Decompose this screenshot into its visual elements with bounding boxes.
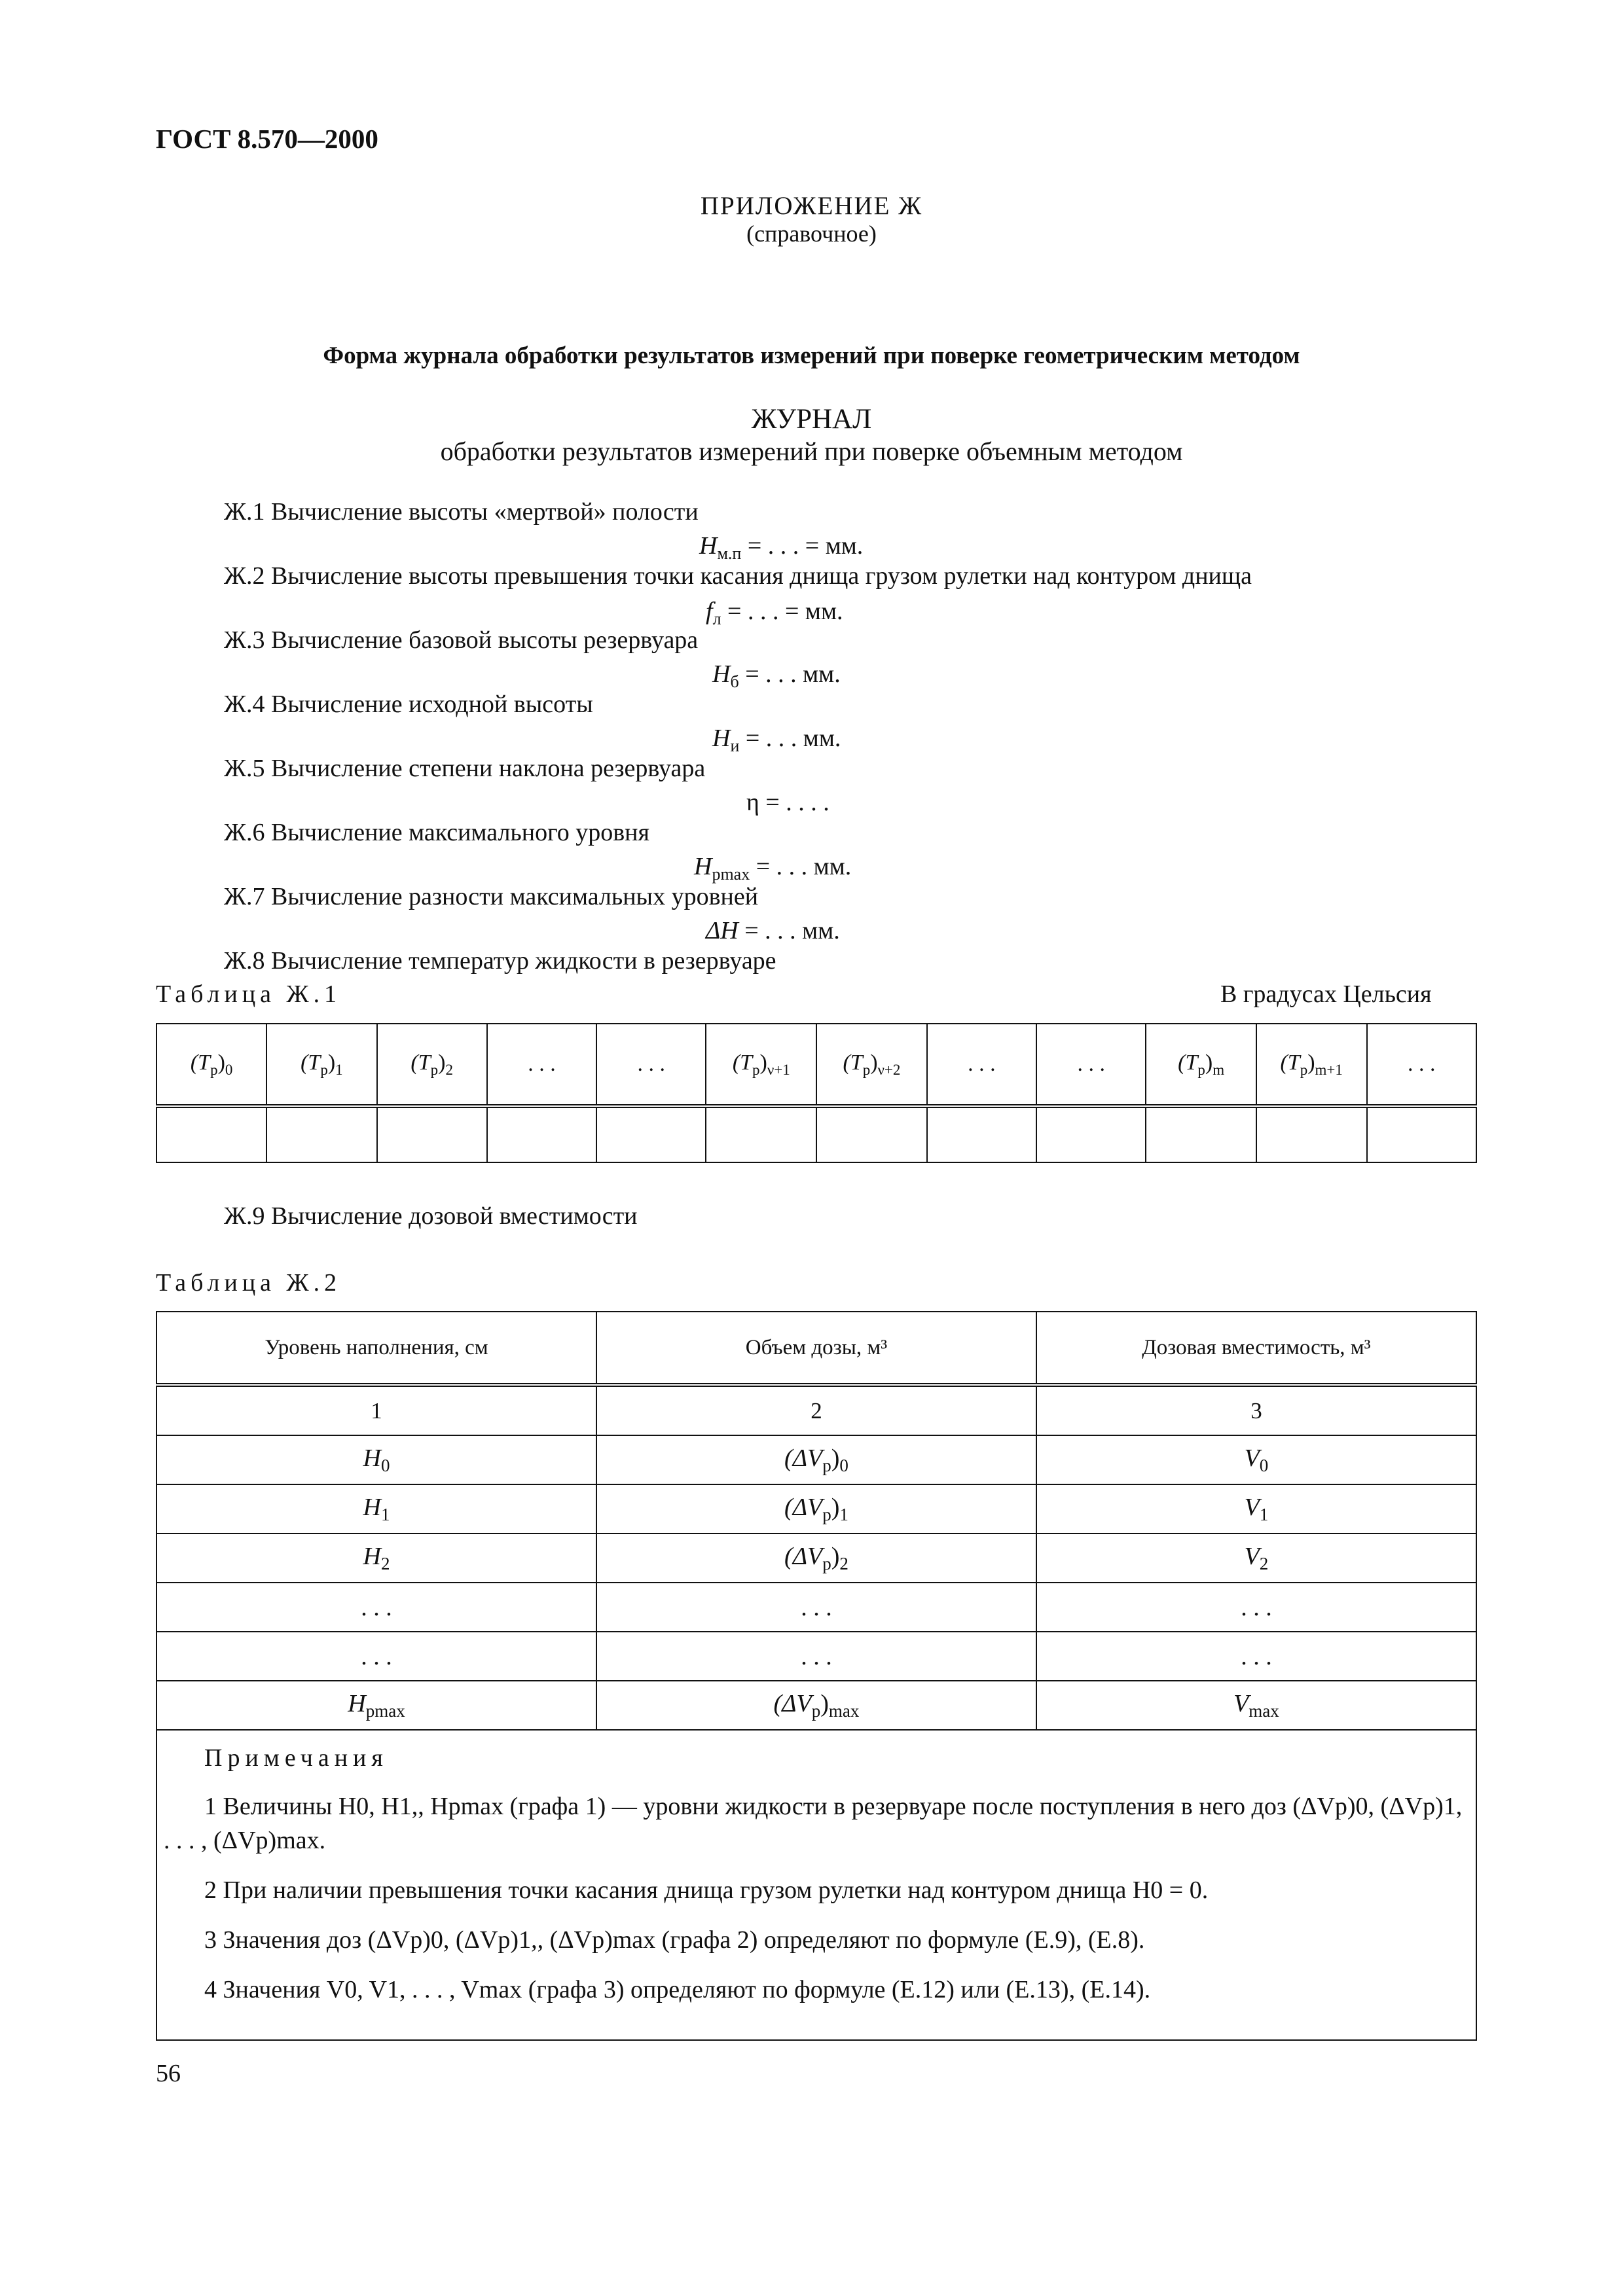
table-cell: . . . — [156, 1632, 596, 1681]
table-cell: $V_2$ — [1036, 1534, 1476, 1583]
temperature-table — [156, 1023, 1477, 1163]
temperature-header-cell: $(T_р)_{\nu+2}$ — [816, 1024, 927, 1106]
table-cell: $H_1$ — [156, 1484, 596, 1534]
table-cell: $(\Delta V_р)_0$ — [596, 1435, 1036, 1484]
table-cell: $(\Delta V_р)_1$ — [596, 1484, 1036, 1534]
step-zh2: Ж.2 Вычисление высоты превышения точки касания днища грузом рулетки над контуром днища — [224, 562, 1252, 590]
temperature-header-cell: $(T_р)_1$ — [266, 1024, 376, 1106]
dose-capacity-table — [156, 1311, 1477, 2041]
temperature-header-cell: . . . — [1036, 1024, 1146, 1106]
table-cell: . . . — [596, 1632, 1036, 1681]
table-row — [156, 1484, 1476, 1534]
table-cell: . . . — [1036, 1632, 1476, 1681]
table-cell: $(\Delta V_р)_{max}$ — [596, 1681, 1036, 1730]
temperature-value-cell — [927, 1106, 1036, 1162]
temperature-value-cell — [706, 1106, 816, 1162]
note-4: 4 Значения V0, V1, . . . , Vmax (графа 3) определяют по формуле (Е.12) или (Е.13), (Е.14). — [204, 1976, 1151, 2003]
step-zh4: Ж.4 Вычисление исходной высоты — [224, 691, 593, 718]
journal-subtitle: обработки результатов измерений при поверке объемным методом — [440, 437, 1183, 466]
formula-tilt: η = . . . . — [746, 789, 830, 816]
table-cell: $H_2$ — [156, 1534, 596, 1583]
temperature-value-cell — [266, 1106, 376, 1162]
formula-initial-height: $H_и$ = . . . мм. — [712, 725, 841, 755]
table-row — [156, 1583, 1476, 1632]
temperature-header-cell: . . . — [596, 1024, 706, 1106]
formula-base-height: $H_б$ = . . . мм. — [712, 660, 841, 691]
note-1: 1 Величины H0, H1,, Hpmax (графа 1) — уровни жидкости в резервуаре после поступления в него доз (ΔVр)0, (ΔVр)1, . . . , (ΔVр)max. — [164, 1793, 1463, 1854]
step-zh7: Ж.7 Вычисление разности максимальных уровней — [224, 883, 759, 910]
formula-dead-cavity: $H_{м.п}$ = . . . = мм. — [699, 532, 864, 563]
notes-title: Примечания — [204, 1744, 388, 1772]
header-dose-volume: Объем дозы, м³ — [596, 1312, 1036, 1385]
table-row — [156, 1681, 1476, 1730]
notes-cell — [156, 1730, 1476, 2040]
table1-units: В градусах Цельсия — [1220, 980, 1432, 1008]
temperature-header-cell: . . . — [487, 1024, 596, 1106]
temperature-header-cell: $(T_р)_0$ — [156, 1024, 266, 1106]
table-row — [156, 1435, 1476, 1484]
column-number: 1 — [156, 1385, 596, 1435]
table2-caption: Таблица Ж.2 — [156, 1269, 342, 1297]
column-number: 3 — [1036, 1385, 1476, 1435]
appendix-title: ПРИЛОЖЕНИЕ Ж — [700, 192, 923, 220]
page-number: 56 — [156, 2060, 181, 2087]
table-cell: $V_{max}$ — [1036, 1681, 1476, 1730]
table1-caption: Таблица Ж.1 — [156, 980, 342, 1008]
journal-title: ЖУРНАЛ — [751, 404, 872, 435]
appendix-subtitle: (справочное) — [746, 221, 877, 247]
table-cell: $H_0$ — [156, 1435, 596, 1484]
temperature-header-cell: . . . — [927, 1024, 1036, 1106]
table-cell: . . . — [156, 1583, 596, 1632]
temperature-value-cell — [1256, 1106, 1367, 1162]
temperature-value-cell — [596, 1106, 706, 1162]
step-zh3: Ж.3 Вычисление базовой высоты резервуара — [224, 626, 699, 654]
temperature-header-cell: $(T_р)_m$ — [1146, 1024, 1256, 1106]
temperature-value-cell — [1146, 1106, 1256, 1162]
step-zh1: Ж.1 Вычисление высоты «мертвой» полости — [224, 498, 699, 526]
temperature-header-cell: $(T_р)_2$ — [377, 1024, 487, 1106]
form-title: Форма журнала обработки результатов измерений при поверке геометрическим методом — [323, 342, 1300, 369]
table-cell: $V_1$ — [1036, 1484, 1476, 1534]
temperature-value-cell — [156, 1106, 266, 1162]
temperature-header-cell: $(T_р)_{m+1}$ — [1256, 1024, 1367, 1106]
temperature-value-cell — [487, 1106, 596, 1162]
column-number: 2 — [596, 1385, 1036, 1435]
step-zh8: Ж.8 Вычисление температур жидкости в резервуаре — [224, 947, 776, 975]
formula-max-level: $H_{pmax}$ = . . . мм. — [694, 853, 852, 884]
temperature-header-cell: $(T_р)_{\nu+1}$ — [706, 1024, 816, 1106]
table-row — [156, 1534, 1476, 1583]
temperature-value-cell — [1367, 1106, 1476, 1162]
step-zh9: Ж.9 Вычисление дозовой вместимости — [224, 1202, 638, 1230]
note-3: 3 Значения доз (ΔVр)0, (ΔVр)1,, (ΔVр)max (графа 2) определяют по формуле (Е.9), (Е.8). — [204, 1926, 1145, 1954]
temperature-value-cell — [1036, 1106, 1146, 1162]
table-cell: . . . — [596, 1583, 1036, 1632]
temperature-value-cell — [816, 1106, 927, 1162]
step-zh5: Ж.5 Вычисление степени наклона резервуара — [224, 755, 706, 782]
header-fill-level: Уровень наполнения, см — [156, 1312, 596, 1385]
note-2: 2 При наличии превышения точки касания днища грузом рулетки над контуром днища H0 = 0. — [204, 1876, 1209, 1904]
temperature-value-cell — [377, 1106, 487, 1162]
temperature-header-cell: . . . — [1367, 1024, 1476, 1106]
table-cell: $(\Delta V_р)_2$ — [596, 1534, 1036, 1583]
standard-header: ГОСТ 8.570—2000 — [156, 124, 378, 154]
table-row — [156, 1632, 1476, 1681]
table-cell: $H_{pmax}$ — [156, 1681, 596, 1730]
formula-excess-height: $f_л$ = . . . = мм. — [706, 598, 843, 628]
table-cell: . . . — [1036, 1583, 1476, 1632]
formula-level-diff: ΔH = . . . мм. — [706, 917, 840, 944]
header-dose-capacity: Дозовая вместимость, м³ — [1036, 1312, 1476, 1385]
step-zh6: Ж.6 Вычисление максимального уровня — [224, 819, 649, 846]
table-cell: $V_0$ — [1036, 1435, 1476, 1484]
